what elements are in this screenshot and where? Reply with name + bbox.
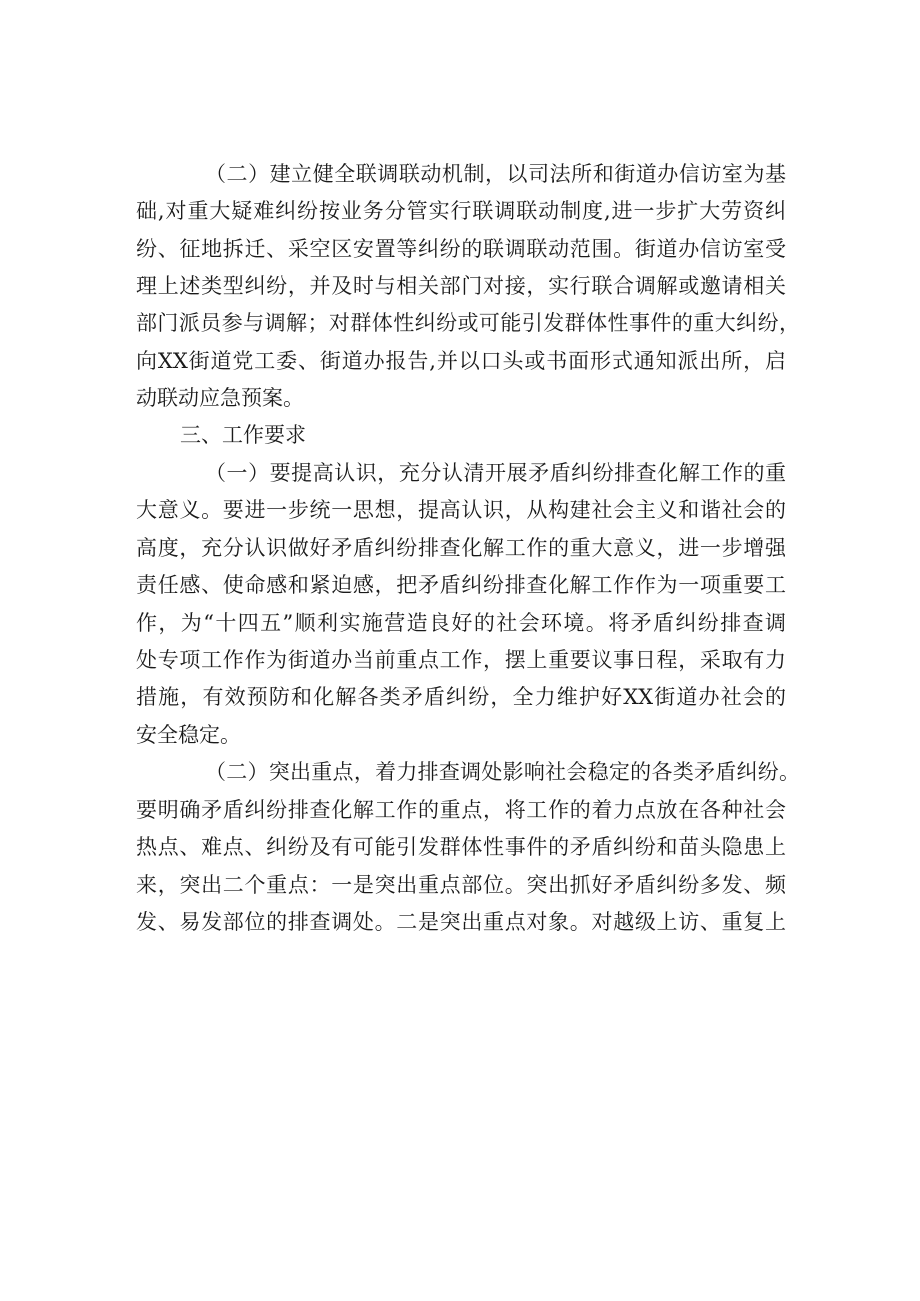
paragraph-line: 来，突出二个重点：一是突出重点部位。突出抓好矛盾纠纷多发、频 [136, 873, 786, 897]
paragraph-line: 动联动应急预案。 [136, 386, 304, 410]
paragraph-line: 础,对重大疑难纠纷按业务分管实行联调联动制度,进一步扩大劳资纠 [136, 199, 786, 223]
paragraph-line: 要明确矛盾纠纷排查化解工作的重点，将工作的着力点放在各种社会 [136, 798, 786, 822]
paragraph-line: （二）突出重点，着力排查调处影响社会稳定的各类矛盾纠纷。 [205, 760, 800, 784]
paragraph-line: 安全稳定。 [136, 723, 241, 747]
paragraph-line: 作，为“十四五”顺利实施营造良好的社会环境。将矛盾纠纷排查调 [136, 611, 786, 635]
paragraph-line: 大意义。要进一步统一思想，提高认识，从构建社会主义和谐社会的 [136, 498, 786, 522]
paragraph-line: （一）要提高认识，充分认清开展矛盾纠纷排查化解工作的重 [205, 461, 786, 485]
paragraph-line: 高度，充分认识做好矛盾纠纷排查化解工作的重大意义，进一步增强 [136, 536, 786, 560]
paragraph-line: 措施，有效预防和化解各类矛盾纠纷，全力维护好XX街道办社会的 [136, 685, 786, 709]
paragraph-line: 责任感、使命感和紧迫感，把矛盾纠纷排查化解工作作为一项重要工 [136, 573, 786, 597]
paragraph-line: 发、易发部位的排查调处。二是突出重点对象。对越级上访、重复上 [136, 910, 786, 934]
paragraph-line: 热点、难点、纠纷及有可能引发群体性事件的矛盾纠纷和苗头隐患上 [136, 835, 786, 859]
paragraph-line: 理上述类型纠纷，并及时与相关部门对接，实行联合调解或邀请相关 [136, 274, 786, 298]
paragraph-line: 纷、征地拆迁、采空区安置等纠纷的联调联动范围。街道办信访室受 [136, 237, 786, 261]
paragraph-line: （二）建立健全联调联动机制，以司法所和街道办信访室为基 [205, 162, 786, 186]
paragraph-line: 处专项工作作为街道办当前重点工作，摆上重要议事日程，采取有力 [136, 648, 786, 672]
paragraph-line: 向XX街道党工委、街道办报告,并以口头或书面形式通知派出所，启 [136, 349, 786, 373]
section-heading: 三、工作要求 [180, 423, 306, 447]
paragraph-line: 部门派员参与调解；对群体性纠纷或可能引发群体性事件的重大纠纷， [136, 311, 800, 335]
